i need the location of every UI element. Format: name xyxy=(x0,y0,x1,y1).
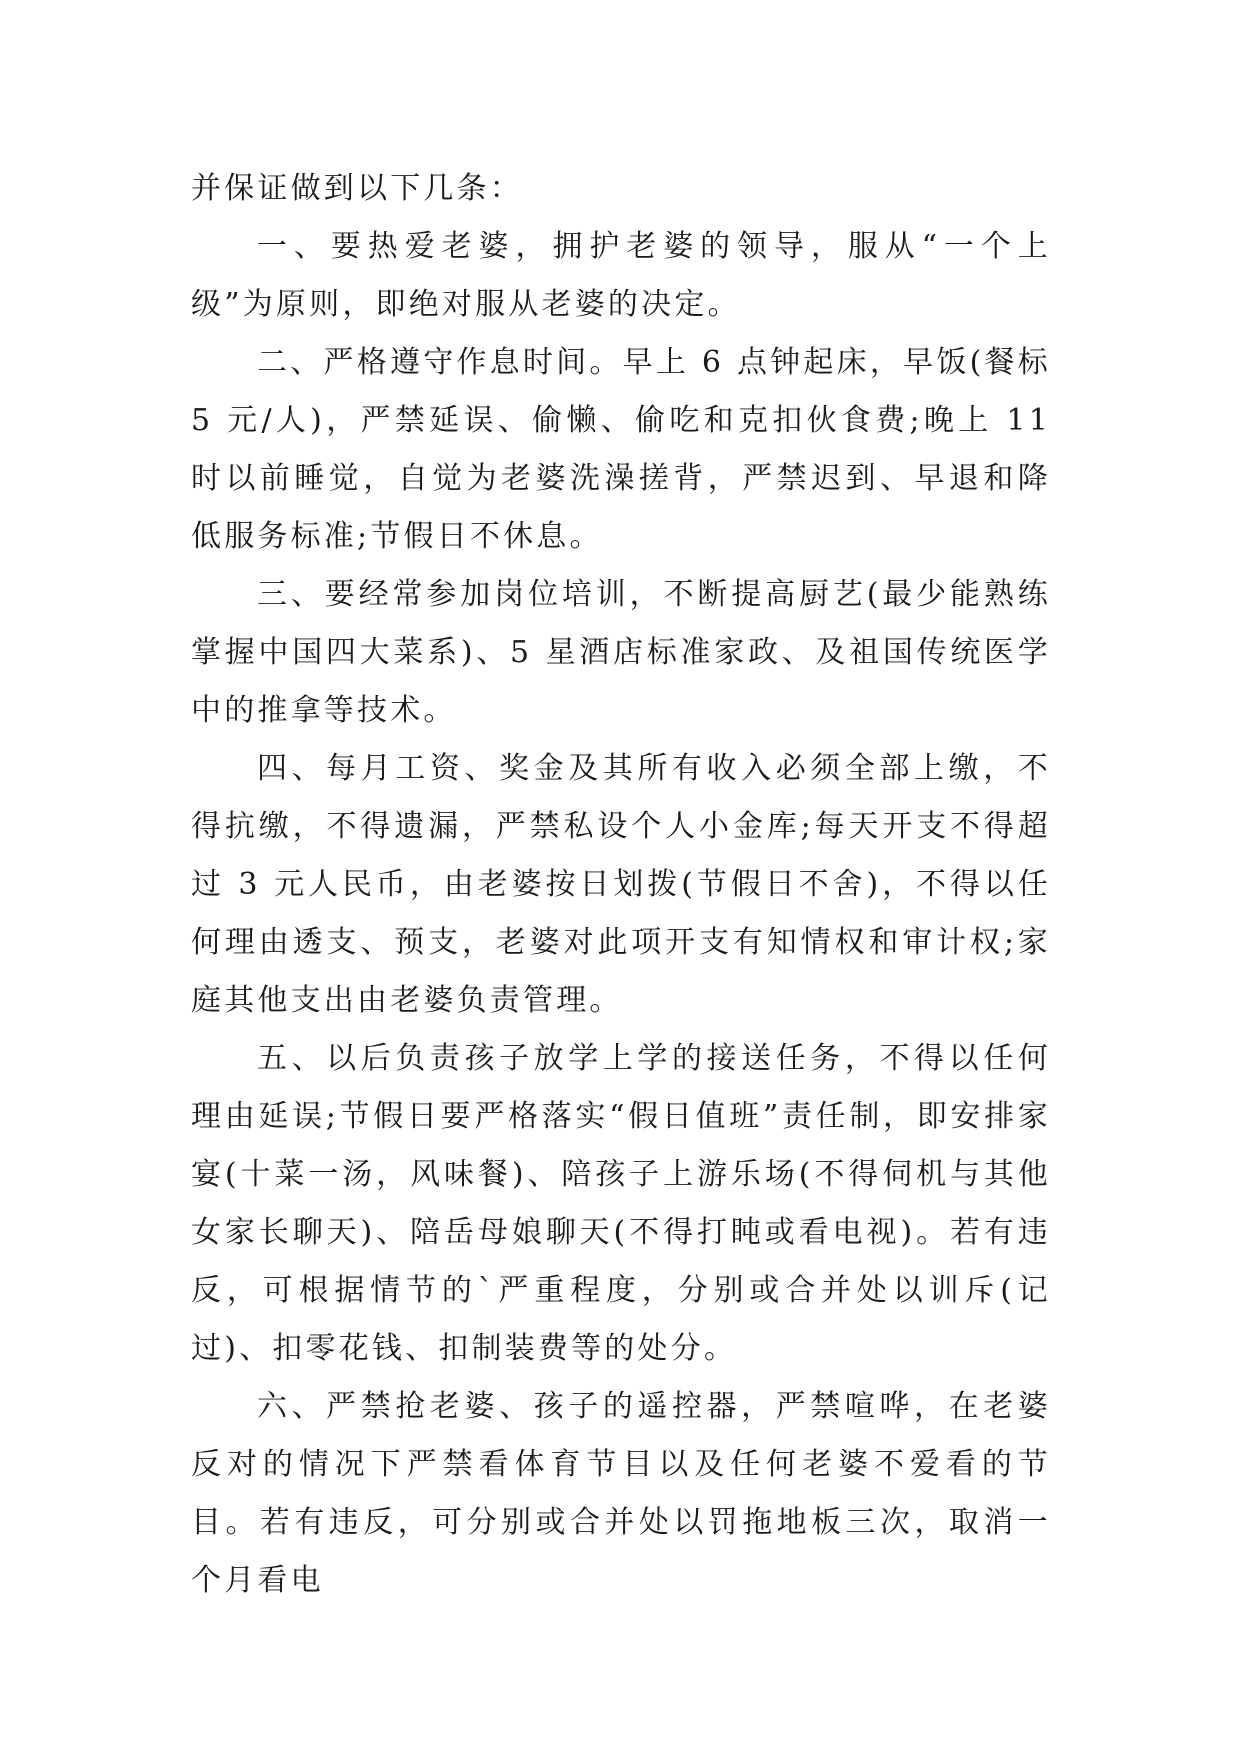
paragraph-intro: 并保证做到以下几条： xyxy=(191,171,523,206)
document-body xyxy=(191,160,1051,1610)
paragraph-item-1: 一、要热爱老婆，拥护老婆的领导，服从“一个上级”为原则，即绝对服从老婆的决定。 xyxy=(191,229,1051,322)
paragraph-item-2: 二、严格遵守作息时间。早上 6 点钟起床，早饭(餐标 5 元/人)，严禁延误、偷懒、偷吃和克扣伙食费;晚上 11 时以前睡觉，自觉为老婆洗澡搓背，严禁迟到、早退和降低服务标准;节假日不休息。 xyxy=(191,345,1051,554)
paragraph-item-6: 六、严禁抢老婆、孩子的遥控器，严禁喧哗，在老婆反对的情况下严禁看体育节目以及任何老婆不爱看的节目。若有违反，可分别或合并处以罚拖地板三次，取消一个月看电 xyxy=(191,1389,1051,1598)
paragraph-item-3: 三、要经常参加岗位培训，不断提高厨艺(最少能熟练掌握中国四大菜系)、5 星酒店标准家政、及祖国传统医学中的推拿等技术。 xyxy=(191,577,1051,728)
paragraph-item-4: 四、每月工资、奖金及其所有收入必须全部上缴，不得抗缴，不得遗漏，严禁私设个人小金库;每天开支不得超过 3 元人民币，由老婆按日划拨(节假日不舍)，不得以任何理由透支、预支，老婆对此项开支有知情权和审计权;家庭其他支出由老婆负责管理。 xyxy=(191,751,1051,1018)
paragraph-item-5: 五、以后负责孩子放学上学的接送任务，不得以任何理由延误;节假日要严格落实“假日值班”责任制，即安排家宴(十菜一汤，风味餐)、陪孩子上游乐场(不得伺机与其他女家长聊天)、陪岳母娘聊天(不得打盹或看电视)。若有违反，可根据情节的`严重程度，分别或合并处以训斥(记过)、扣零花钱、扣制装费等的处分。 xyxy=(191,1041,1051,1366)
